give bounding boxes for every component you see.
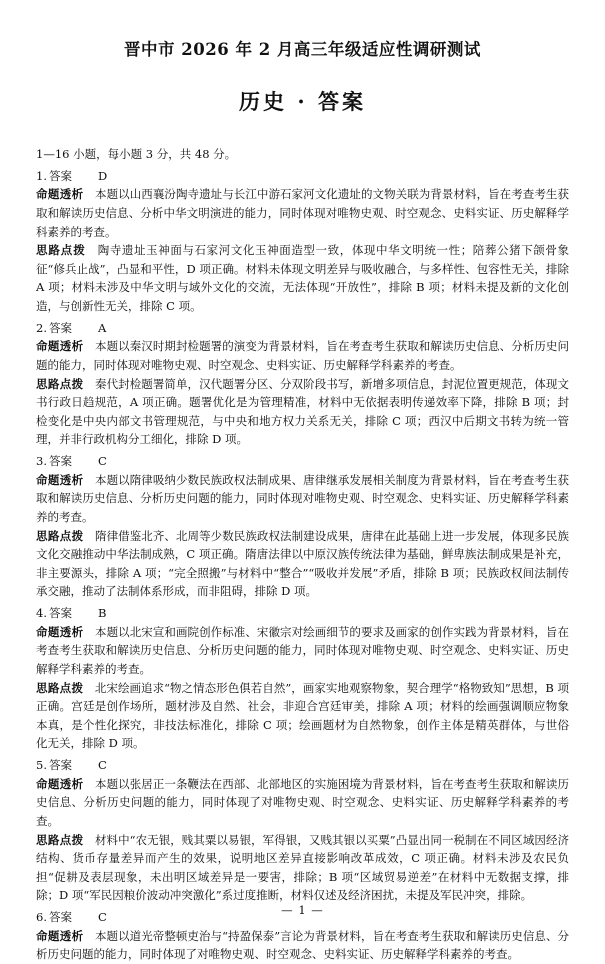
answer-value: D — [97, 168, 108, 183]
answer-value: A — [97, 320, 107, 335]
tip-lead: 思路点拨 — [36, 243, 86, 258]
answer-label: 答案 — [48, 320, 72, 335]
analysis-lead: 命题透析 — [36, 339, 84, 354]
analysis-text: 本题以山西襄汾陶寺遗址与长江中游石家河文化遗址的文物关联为背景材料，旨在考查考生获取和解读历史信息、分析中华文明演进的能力，同时体现对唯物史观、时空观念、史料实证、历史解释学科素养的考查。 — [36, 187, 569, 239]
question-number: 5. — [36, 758, 47, 773]
tip-paragraph — [36, 241, 569, 316]
analysis-paragraph — [36, 471, 569, 527]
analysis-paragraph — [36, 927, 569, 964]
answer-label: 答案 — [48, 454, 72, 469]
analysis-lead: 命题透析 — [36, 776, 84, 791]
answer-line — [36, 604, 569, 623]
answer-label: 答案 — [48, 758, 72, 773]
analysis-paragraph — [36, 337, 569, 374]
answer-value: B — [97, 606, 107, 621]
question-block — [36, 452, 569, 601]
question-number: 1. — [36, 168, 47, 183]
analysis-lead: 命题透析 — [36, 472, 84, 487]
tip-paragraph — [36, 831, 569, 906]
question-block — [36, 319, 569, 449]
question-number: 3. — [36, 454, 47, 469]
tip-lead: 思路点拨 — [36, 680, 84, 695]
analysis-paragraph — [36, 775, 569, 831]
answer-label: 答案 — [48, 910, 72, 925]
question-number: 2. — [36, 320, 47, 335]
section-note: 1—16 小题，每小题 3 分，共 48 分。 — [36, 147, 237, 162]
page-title: 晋中市 2026 年 2 月高三年级适应性调研测试 — [124, 40, 481, 59]
answer-value: C — [97, 454, 107, 469]
answer-label: 答案 — [48, 606, 72, 621]
tip-lead: 思路点拨 — [36, 832, 84, 847]
analysis-lead: 命题透析 — [36, 187, 84, 202]
tip-lead: 思路点拨 — [36, 528, 84, 543]
answer-line — [36, 756, 569, 775]
tip-text: 秦代封检题署简单，汉代题署分区、分双阶段书写，新增多项信息，封泥位置更规范，体现文书行政日趋规范，A 项正确。题署优化是为管理精准，材料中无依据表明传递效率下降，排除 B 项；封检变化是中央内部文书管理规范，与中央和地方权力关系无关，排除 C 项；西汉中后期文书转为统一管理，并非行政机构分工细化，排除 D 项。 — [36, 376, 569, 447]
tip-text: 陶寺遗址玉神面与石家河文化玉神面造型一致，体现中华文明统一性；陪葬公猪下颌骨象征“修兵止战”，凸显和平性，D 项正确。材料未体现文明差异与吸收融合，与多样性、包容性无关，排除 A 项；材料未涉及中华文明与域外文化的交流，无法体现“开放性”，排除 B 项；材料未提及新的文化创造，与创新性无关，排除 C 项。 — [36, 243, 570, 314]
question-number: 4. — [36, 606, 47, 621]
question-block — [36, 604, 569, 753]
analysis-text: 本题以隋律吸纳少数民族政权法制成果、唐律继承发展相关制度为背景材料，旨在考查考生获取和解读历史信息、分析历史问题的能力，同时体现对唯物史观、时空观念、史料实证、历史解释学科素养的考查。 — [36, 472, 569, 524]
tip-paragraph — [36, 375, 569, 450]
answer-value: C — [97, 910, 107, 925]
analysis-paragraph — [36, 623, 569, 679]
question-number: 6. — [36, 910, 47, 925]
tip-text: 隋律借鉴北齐、北周等少数民族政权法制建设成果，唐律在此基础上进一步发展，体现多民族文化交融推动中华法制成熟，C 项正确。隋唐法律以中原汉族传统法律为基础，鲜卑族法制成果是补充，非主要源头，排除 A 项；“完全照搬”与材料中“整合”“吸收并发展”矛盾，排除 B 项；民族政权间法制传承交融，推动了法制体系形成，而非阻碍，排除 D 项。 — [36, 528, 569, 599]
answer-line — [36, 167, 569, 186]
page-footer: — 1 — — [281, 903, 324, 917]
analysis-text: 本题以秦汉时期封检题署的演变为背景材料，旨在考查考生获取和解读历史信息、分析历史问题的能力，同时体现对唯物史观、时空观念、史料实证、历史解释学科素养的考查。 — [36, 339, 569, 372]
tip-text: 材料中“农无银，贱其粟以易银，军得银，又贱其银以买粟”凸显出同一税制在不同区域因经济结构、货币存量差异而产生的效果，说明地区差异直接影响改革成效，C 项正确。材料未涉及农民负担“促耕及表层现象，未出明区域差异是一要害，排除；B 项“区域贸易逆差”在材料中无数据支撑，排除；D 项“军民因粮价波动冲突激化”系过度推断，材料仅述及经济困扰，未提及军民冲突，排除。 — [36, 832, 569, 903]
analysis-text: 本题以北宋宣和画院创作标准、宋徽宗对绘画细节的要求及画家的创作实践为背景材料，旨在考查考生获取和解读历史信息、分析历史问题的能力，同时体现对唯物史观、时空观念、史料实证、历史解释学科素养的考查。 — [36, 624, 569, 676]
question-block — [36, 756, 569, 905]
analysis-paragraph — [36, 185, 569, 241]
analysis-lead: 命题透析 — [36, 624, 84, 639]
analysis-text: 本题以张居正一条鞭法在西部、北部地区的实施困境为背景材料，旨在考查考生获取和解读历史信息、分析历史问题的能力，同时体现了对唯物史观、时空观念、史料实证、历史解释学科素养的考查。 — [36, 776, 569, 828]
tip-text: 北宋绘画追求“物之情态形色俱若自然”，画家实地观察物象，契合理学“格物致知”思想，B 项正确。宫廷是创作场所，题材涉及自然、社会，非迎合宫廷审美，排除 A 项；材料的绘画强调顺应物象本真，是个性化探究，非技法标准化，排除 C 项；绘画题材为自然物象，创作主体是精英群体，与世俗化无关，排除 D 项。 — [36, 680, 570, 751]
page-subtitle: 历史 · 答案 — [239, 89, 366, 115]
tip-paragraph — [36, 679, 569, 754]
answer-value: C — [97, 758, 107, 773]
tip-paragraph — [36, 527, 569, 602]
question-block — [36, 167, 569, 316]
tip-lead: 思路点拨 — [36, 376, 84, 391]
analysis-text: 本题以道光帝整顿吏治与“持盈保泰”言论为背景材料，旨在考查考生获取和解读历史信息、分析历史问题的能力，同时体现了对唯物史观、时空观念、史料实证、历史解释学科素养的考查。 — [36, 928, 569, 962]
answer-label: 答案 — [48, 168, 72, 183]
analysis-lead: 命题透析 — [36, 928, 84, 943]
answer-line — [36, 452, 569, 471]
answer-sheet-page — [0, 38, 605, 962]
answer-line — [36, 319, 569, 338]
